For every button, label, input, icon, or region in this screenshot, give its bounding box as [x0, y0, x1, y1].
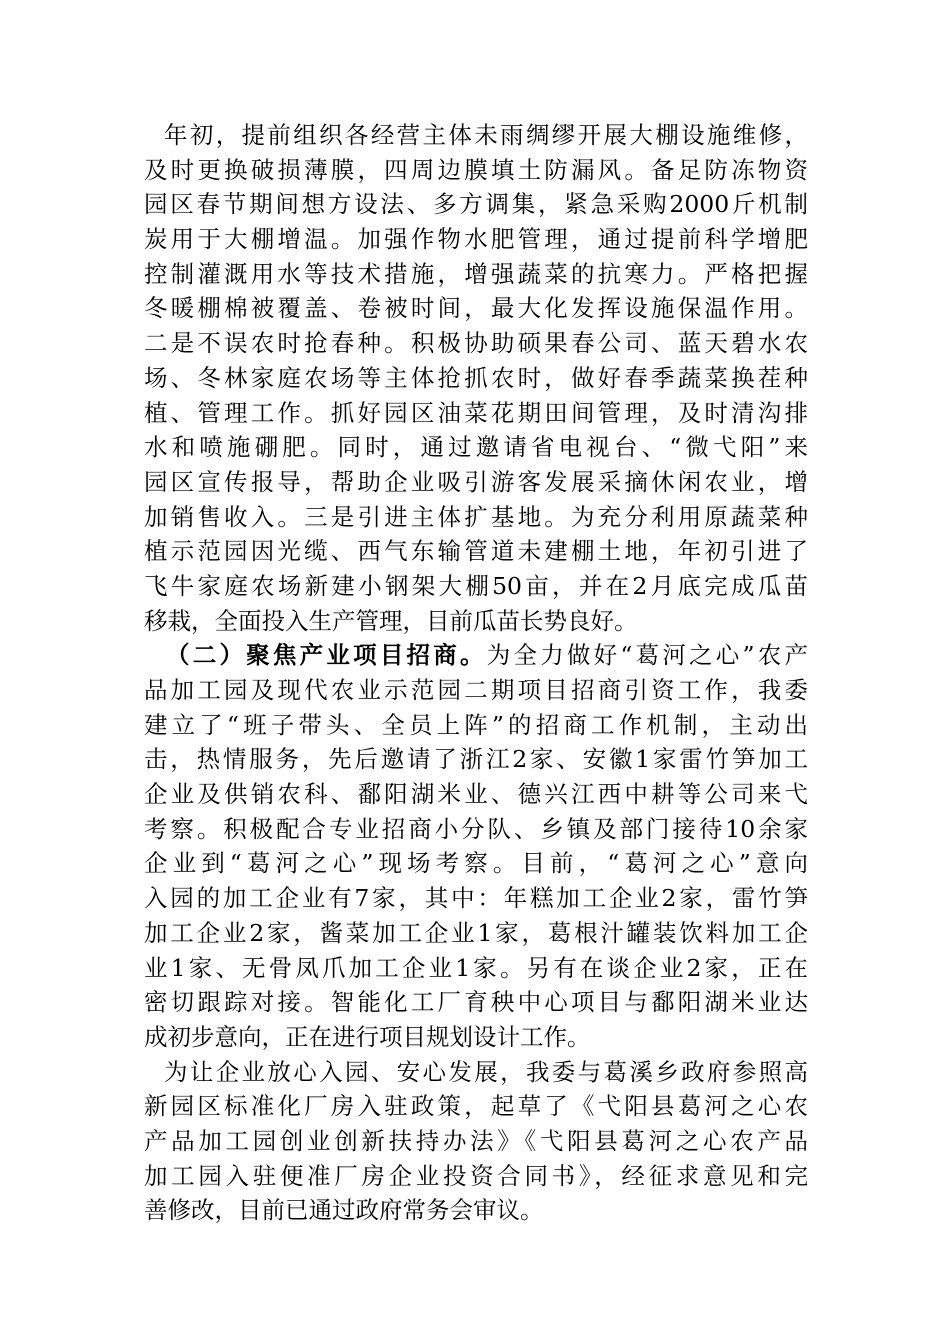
text-line: 水和喷施硼肥。同时，通过邀请省电视台、“微弋阳”来 [144, 433, 808, 462]
text-line: 场、冬林家庭农场等主体抢抓农时，做好春季蔬菜换茬种 [144, 363, 808, 392]
text-fragment: 为全力做好“葛河之心”农产 [486, 641, 808, 670]
text-line: 年初，提前组织各经营主体未雨绸缪开展大棚设施维修， [164, 121, 808, 149]
text-line: 二是不误农时抢春种。积极协助硕果春公司、蓝天碧水农 [144, 329, 808, 358]
text-line [144, 638, 808, 673]
text-line: 新园区标准化厂房入驻政策，起草了《弋阳县葛河之心农 [144, 1092, 808, 1121]
text-line: 冬暖棚棉被覆盖、卷被时间，最大化发挥设施保温作用。 [144, 294, 808, 323]
text-line: 产品加工园创业创新扶持办法》《弋阳县葛河之心农产品 [144, 1126, 808, 1155]
text-line: 及时更换破损薄膜，四周边膜填土防漏风。备足防冻物资 [144, 155, 808, 184]
text-line: 加销售收入。三是引进主体扩基地。为充分利用原蔬菜种 [144, 502, 808, 531]
text-line: 考察。积极配合专业招商小分队、乡镇及部门接待10余家 [144, 814, 808, 843]
text-line: 飞牛家庭农场新建小钢架大棚50亩，并在2月底完成瓜苗 [144, 571, 808, 600]
text-line: 为让企业放心入园、安心发展，我委与葛溪乡政府参照高 [164, 1057, 808, 1086]
document-body [144, 118, 808, 1228]
text-line: 植示范园因光缆、西气东输管道未建棚土地，年初引进了 [144, 537, 808, 566]
text-line: 击，热情服务，先后邀请了浙江2家、安徽1家雷竹笋加工 [144, 745, 808, 774]
text-line: 园区春节期间想方设法、多方调集，紧急采购2000斤机制 [144, 190, 808, 219]
text-line: 炭用于大棚增温。加强作物水肥管理，通过提前科学增肥 [144, 225, 808, 254]
text-line: 善修改，目前已通过政府常务会审议。 [144, 1196, 544, 1225]
text-line: 入园的加工企业有7家，其中：年糕加工企业2家，雷竹笋 [144, 884, 808, 913]
text-line: 企业到“葛河之心”现场考察。目前，“葛河之心”意向 [144, 849, 808, 878]
paragraph-investment-promotion [144, 638, 808, 1054]
paragraph-facility-maintenance [144, 118, 808, 638]
text-line: 加工企业2家，酱菜加工企业1家，葛根汁罐装饮料加工企 [144, 918, 808, 947]
text-line: 企业及供销农科、鄱阳湖米业、德兴江西中耕等公司来弋 [144, 780, 808, 809]
paragraph-enterprise-policy [144, 1055, 808, 1228]
text-line: 加工园入驻便准厂房企业投资合同书》，经征求意见和完 [144, 1161, 808, 1190]
section-heading: （二）聚焦产业项目招商。 [166, 641, 487, 670]
text-line: 移栽，全面投入生产管理，目前瓜苗长势良好。 [144, 606, 638, 635]
text-line: 建立了“班子带头、全员上阵”的招商工作机制，主动出 [144, 710, 808, 739]
text-line: 品加工园及现代农业示范园二期项目招商引资工作，我委 [144, 676, 808, 704]
text-line: 植、管理工作。抓好园区油菜花期田间管理，及时清沟排 [144, 398, 808, 427]
text-line: 密切跟踪对接。智能化工厂育秧中心项目与鄱阳湖米业达 [144, 988, 808, 1017]
text-line: 业1家、无骨凤爪加工企业1家。另有在谈企业2家，正在 [144, 953, 808, 982]
text-line: 控制灌溉用水等技术措施，增强蔬菜的抗寒力。严格把握 [144, 259, 808, 288]
text-line: 园区宣传报导，帮助企业吸引游客发展采摘休闲农业，增 [144, 467, 808, 496]
text-line: 成初步意向，正在进行项目规划设计工作。 [144, 1022, 591, 1051]
